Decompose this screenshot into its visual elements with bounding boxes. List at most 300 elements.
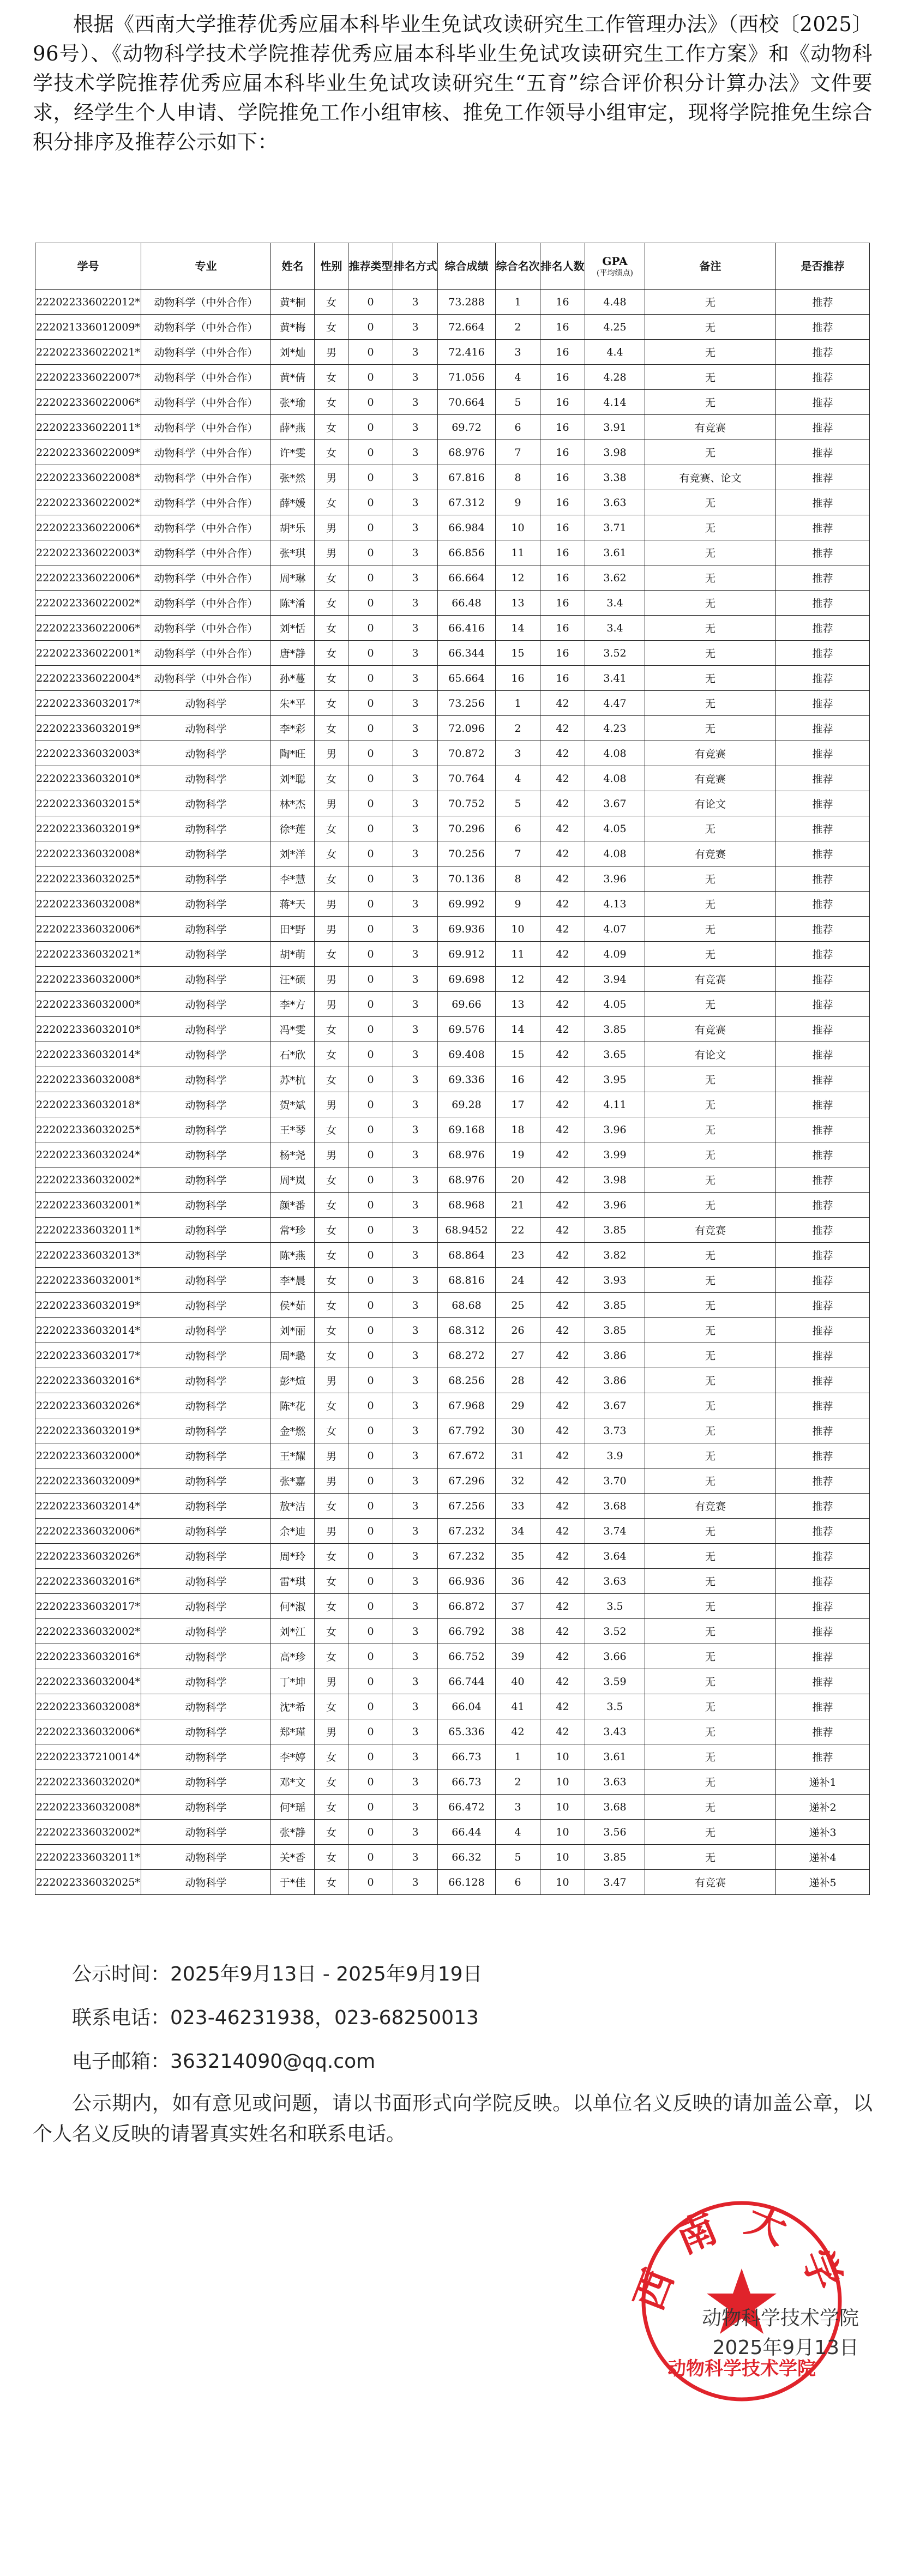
table-row bbox=[35, 1193, 870, 1218]
cell-total-score: 70.664 bbox=[438, 390, 496, 415]
cell-total-score: 70.256 bbox=[438, 841, 496, 866]
cell-rank: 15 bbox=[496, 641, 540, 666]
cell-total-score: 68.9452 bbox=[438, 1218, 496, 1243]
table-row bbox=[35, 1092, 870, 1117]
cell-total-score: 68.976 bbox=[438, 1142, 496, 1167]
cell-recommend-type: 0 bbox=[348, 440, 393, 465]
cell-rank: 6 bbox=[496, 816, 540, 841]
cell-name: 田*野 bbox=[271, 917, 315, 942]
table-row bbox=[35, 766, 870, 791]
cell-recommend-type: 0 bbox=[348, 1569, 393, 1594]
cell-remarks: 无 bbox=[645, 1719, 776, 1744]
contact-phone: 联系电话：023-46231938，023-68250013 bbox=[72, 2007, 479, 2029]
cell-rank-method: 3 bbox=[393, 942, 438, 967]
cell-rank-method: 3 bbox=[393, 1243, 438, 1268]
cell-recommended: 推荐 bbox=[776, 616, 870, 641]
cell-gender: 女 bbox=[315, 1017, 348, 1042]
cell-total-score: 69.336 bbox=[438, 1067, 496, 1092]
cell-recommended: 推荐 bbox=[776, 1167, 870, 1193]
cell-major: 动物科学 bbox=[141, 1017, 271, 1042]
cell-gpa: 3.86 bbox=[585, 1343, 645, 1368]
cell-student-id: 222022336022006* bbox=[35, 616, 141, 641]
cell-major: 动物科学 bbox=[141, 1318, 271, 1343]
cell-total-score: 67.256 bbox=[438, 1494, 496, 1519]
cell-student-id: 222022336032017* bbox=[35, 1343, 141, 1368]
cell-remarks: 有论文 bbox=[645, 1042, 776, 1067]
cell-total-score: 69.408 bbox=[438, 1042, 496, 1067]
cell-major: 动物科学（中外合作） bbox=[141, 390, 271, 415]
cell-gender: 女 bbox=[315, 365, 348, 390]
cell-recommend-type: 0 bbox=[348, 1067, 393, 1092]
cell-major: 动物科学 bbox=[141, 1067, 271, 1092]
cell-major: 动物科学（中外合作） bbox=[141, 515, 271, 540]
cell-recommended: 推荐 bbox=[776, 1067, 870, 1092]
cell-gender: 女 bbox=[315, 666, 348, 691]
cell-rank-method: 3 bbox=[393, 892, 438, 917]
cell-remarks: 无 bbox=[645, 892, 776, 917]
cell-recommend-type: 0 bbox=[348, 365, 393, 390]
table-row bbox=[35, 540, 870, 565]
cell-recommended: 推荐 bbox=[776, 1318, 870, 1343]
header-student-id: 学号 bbox=[35, 243, 141, 290]
table-row bbox=[35, 741, 870, 766]
cell-gpa: 3.93 bbox=[585, 1268, 645, 1293]
cell-gender: 女 bbox=[315, 315, 348, 340]
cell-rank-method: 3 bbox=[393, 1468, 438, 1494]
cell-major: 动物科学 bbox=[141, 1644, 271, 1669]
cell-gender: 女 bbox=[315, 290, 348, 315]
cell-rank-count: 16 bbox=[540, 290, 585, 315]
cell-total-score: 66.73 bbox=[438, 1744, 496, 1770]
cell-gpa: 3.96 bbox=[585, 1193, 645, 1218]
cell-total-score: 68.68 bbox=[438, 1293, 496, 1318]
cell-recommend-type: 0 bbox=[348, 1393, 393, 1418]
cell-rank: 30 bbox=[496, 1418, 540, 1443]
cell-gpa: 3.85 bbox=[585, 1318, 645, 1343]
cell-rank-method: 3 bbox=[393, 741, 438, 766]
cell-recommend-type: 0 bbox=[348, 591, 393, 616]
cell-gpa: 3.61 bbox=[585, 540, 645, 565]
cell-rank: 33 bbox=[496, 1494, 540, 1519]
cell-remarks: 无 bbox=[645, 666, 776, 691]
cell-gender: 男 bbox=[315, 917, 348, 942]
cell-remarks: 无 bbox=[645, 1744, 776, 1770]
cell-recommended: 推荐 bbox=[776, 290, 870, 315]
cell-name: 张*琪 bbox=[271, 540, 315, 565]
cell-remarks: 无 bbox=[645, 641, 776, 666]
cell-remarks: 无 bbox=[645, 1067, 776, 1092]
cell-remarks: 无 bbox=[645, 1393, 776, 1418]
cell-gpa: 3.94 bbox=[585, 967, 645, 992]
cell-rank-count: 42 bbox=[540, 967, 585, 992]
cell-rank-method: 3 bbox=[393, 565, 438, 591]
cell-total-score: 67.672 bbox=[438, 1443, 496, 1468]
cell-remarks: 无 bbox=[645, 992, 776, 1017]
cell-remarks: 有竞赛 bbox=[645, 1870, 776, 1895]
cell-recommend-type: 0 bbox=[348, 1117, 393, 1142]
cell-gpa: 3.63 bbox=[585, 1569, 645, 1594]
cell-rank-method: 3 bbox=[393, 340, 438, 365]
cell-gender: 男 bbox=[315, 1519, 348, 1544]
cell-student-id: 222022336032026* bbox=[35, 1393, 141, 1418]
cell-recommended: 递补4 bbox=[776, 1845, 870, 1870]
cell-recommended: 推荐 bbox=[776, 315, 870, 340]
cell-rank: 8 bbox=[496, 866, 540, 892]
cell-student-id: 222022336032002* bbox=[35, 1167, 141, 1193]
cell-total-score: 66.73 bbox=[438, 1770, 496, 1795]
header-name: 姓名 bbox=[271, 243, 315, 290]
cell-name: 陈*淆 bbox=[271, 591, 315, 616]
cell-rank-method: 3 bbox=[393, 490, 438, 515]
cell-student-id: 222022336032019* bbox=[35, 1293, 141, 1318]
cell-rank-method: 3 bbox=[393, 1519, 438, 1544]
cell-name: 冯*雯 bbox=[271, 1017, 315, 1042]
cell-recommended: 推荐 bbox=[776, 1494, 870, 1519]
cell-recommend-type: 0 bbox=[348, 1318, 393, 1343]
cell-recommend-type: 0 bbox=[348, 1669, 393, 1694]
cell-major: 动物科学 bbox=[141, 741, 271, 766]
table-row bbox=[35, 1544, 870, 1569]
cell-total-score: 67.792 bbox=[438, 1418, 496, 1443]
table-row bbox=[35, 1744, 870, 1770]
cell-gender: 女 bbox=[315, 1167, 348, 1193]
table-row bbox=[35, 390, 870, 415]
cell-gender: 女 bbox=[315, 866, 348, 892]
cell-major: 动物科学 bbox=[141, 1393, 271, 1418]
cell-student-id: 222022336032008* bbox=[35, 841, 141, 866]
cell-recommend-type: 0 bbox=[348, 1468, 393, 1494]
cell-student-id: 222022336022003* bbox=[35, 540, 141, 565]
cell-name: 汪*硕 bbox=[271, 967, 315, 992]
cell-rank-method: 3 bbox=[393, 415, 438, 440]
cell-rank: 2 bbox=[496, 1770, 540, 1795]
cell-recommend-type: 0 bbox=[348, 1017, 393, 1042]
cell-name: 孙*蔓 bbox=[271, 666, 315, 691]
cell-name: 王*琴 bbox=[271, 1117, 315, 1142]
cell-rank: 13 bbox=[496, 992, 540, 1017]
cell-rank: 1 bbox=[496, 691, 540, 716]
cell-total-score: 66.472 bbox=[438, 1795, 496, 1820]
cell-recommend-type: 0 bbox=[348, 390, 393, 415]
cell-gpa: 3.85 bbox=[585, 1218, 645, 1243]
cell-rank-count: 42 bbox=[540, 816, 585, 841]
cell-recommended: 推荐 bbox=[776, 1669, 870, 1694]
cell-gender: 女 bbox=[315, 1218, 348, 1243]
cell-recommend-type: 0 bbox=[348, 290, 393, 315]
cell-rank: 1 bbox=[496, 290, 540, 315]
cell-student-id: 222022336032006* bbox=[35, 1519, 141, 1544]
cell-remarks: 有竞赛 bbox=[645, 967, 776, 992]
table-row bbox=[35, 1644, 870, 1669]
cell-rank-method: 3 bbox=[393, 1343, 438, 1368]
cell-major: 动物科学 bbox=[141, 1619, 271, 1644]
cell-rank: 31 bbox=[496, 1443, 540, 1468]
cell-rank: 4 bbox=[496, 766, 540, 791]
cell-rank-count: 16 bbox=[540, 591, 585, 616]
cell-rank-method: 3 bbox=[393, 866, 438, 892]
table-row bbox=[35, 440, 870, 465]
cell-rank-count: 16 bbox=[540, 666, 585, 691]
cell-total-score: 72.096 bbox=[438, 716, 496, 741]
cell-rank: 7 bbox=[496, 841, 540, 866]
cell-gpa: 3.73 bbox=[585, 1418, 645, 1443]
cell-name: 贺*斌 bbox=[271, 1092, 315, 1117]
cell-remarks: 无 bbox=[645, 340, 776, 365]
cell-gender: 女 bbox=[315, 766, 348, 791]
cell-student-id: 222022336032000* bbox=[35, 992, 141, 1017]
cell-rank-count: 16 bbox=[540, 616, 585, 641]
table-row bbox=[35, 1770, 870, 1795]
cell-total-score: 66.04 bbox=[438, 1694, 496, 1719]
cell-gender: 女 bbox=[315, 616, 348, 641]
cell-rank-count: 42 bbox=[540, 1544, 585, 1569]
cell-major: 动物科学（中外合作） bbox=[141, 490, 271, 515]
cell-rank-count: 42 bbox=[540, 1293, 585, 1318]
cell-remarks: 无 bbox=[645, 1820, 776, 1845]
cell-major: 动物科学 bbox=[141, 1418, 271, 1443]
cell-gender: 男 bbox=[315, 1443, 348, 1468]
cell-name: 薛*燕 bbox=[271, 415, 315, 440]
cell-total-score: 66.752 bbox=[438, 1644, 496, 1669]
notice-time: 公示时间：2025年9月13日 - 2025年9月19日 bbox=[72, 1963, 483, 1985]
cell-gender: 女 bbox=[315, 1117, 348, 1142]
cell-total-score: 68.272 bbox=[438, 1343, 496, 1368]
cell-recommend-type: 0 bbox=[348, 892, 393, 917]
cell-recommended: 推荐 bbox=[776, 1418, 870, 1443]
cell-rank-count: 42 bbox=[540, 942, 585, 967]
cell-major: 动物科学 bbox=[141, 1519, 271, 1544]
cell-name: 周*璐 bbox=[271, 1343, 315, 1368]
cell-remarks: 无 bbox=[645, 1167, 776, 1193]
cell-recommend-type: 0 bbox=[348, 415, 393, 440]
cell-major: 动物科学 bbox=[141, 942, 271, 967]
cell-name: 苏*杭 bbox=[271, 1067, 315, 1092]
cell-rank-count: 42 bbox=[540, 1494, 585, 1519]
cell-gpa: 3.5 bbox=[585, 1594, 645, 1619]
cell-student-id: 222022336032003* bbox=[35, 741, 141, 766]
cell-rank-method: 3 bbox=[393, 1569, 438, 1594]
cell-rank: 11 bbox=[496, 540, 540, 565]
cell-gpa: 3.68 bbox=[585, 1795, 645, 1820]
cell-rank-count: 42 bbox=[540, 1343, 585, 1368]
cell-major: 动物科学 bbox=[141, 866, 271, 892]
cell-gender: 女 bbox=[315, 1870, 348, 1895]
cell-rank-method: 3 bbox=[393, 1167, 438, 1193]
cell-gender: 男 bbox=[315, 540, 348, 565]
cell-rank-method: 3 bbox=[393, 1318, 438, 1343]
cell-recommend-type: 0 bbox=[348, 791, 393, 816]
cell-recommend-type: 0 bbox=[348, 1042, 393, 1067]
cell-rank: 14 bbox=[496, 616, 540, 641]
cell-recommend-type: 0 bbox=[348, 616, 393, 641]
table-row bbox=[35, 1343, 870, 1368]
cell-rank: 39 bbox=[496, 1644, 540, 1669]
cell-recommend-type: 0 bbox=[348, 1368, 393, 1393]
cell-gender: 女 bbox=[315, 841, 348, 866]
cell-remarks: 有竞赛 bbox=[645, 741, 776, 766]
cell-rank-method: 3 bbox=[393, 666, 438, 691]
cell-recommend-type: 0 bbox=[348, 1193, 393, 1218]
cell-gpa: 3.4 bbox=[585, 591, 645, 616]
cell-rank-method: 3 bbox=[393, 1820, 438, 1845]
cell-gpa: 3.63 bbox=[585, 1770, 645, 1795]
cell-remarks: 有论文 bbox=[645, 791, 776, 816]
cell-remarks: 无 bbox=[645, 1619, 776, 1644]
header-gpa bbox=[585, 243, 645, 290]
cell-gender: 女 bbox=[315, 1744, 348, 1770]
cell-rank: 1 bbox=[496, 1744, 540, 1770]
cell-remarks: 无 bbox=[645, 1142, 776, 1167]
table-row bbox=[35, 791, 870, 816]
cell-rank-method: 3 bbox=[393, 1594, 438, 1619]
cell-remarks: 无 bbox=[645, 591, 776, 616]
cell-rank-count: 42 bbox=[540, 1443, 585, 1468]
cell-name: 黄*梅 bbox=[271, 315, 315, 340]
table-row bbox=[35, 1067, 870, 1092]
cell-gpa: 3.91 bbox=[585, 415, 645, 440]
cell-total-score: 70.752 bbox=[438, 791, 496, 816]
cell-gpa: 4.08 bbox=[585, 841, 645, 866]
cell-recommend-type: 0 bbox=[348, 1770, 393, 1795]
cell-total-score: 65.664 bbox=[438, 666, 496, 691]
cell-remarks: 无 bbox=[645, 365, 776, 390]
cell-rank-method: 3 bbox=[393, 616, 438, 641]
cell-total-score: 70.764 bbox=[438, 766, 496, 791]
cell-gpa: 3.63 bbox=[585, 490, 645, 515]
cell-recommend-type: 0 bbox=[348, 1744, 393, 1770]
cell-remarks: 无 bbox=[645, 1569, 776, 1594]
cell-remarks: 无 bbox=[645, 515, 776, 540]
cell-gender: 男 bbox=[315, 741, 348, 766]
cell-student-id: 222022336032010* bbox=[35, 1017, 141, 1042]
cell-student-id: 222022336032018* bbox=[35, 1092, 141, 1117]
cell-recommended: 推荐 bbox=[776, 766, 870, 791]
cell-gpa: 3.98 bbox=[585, 1167, 645, 1193]
cell-gender: 男 bbox=[315, 791, 348, 816]
cell-name: 刘*江 bbox=[271, 1619, 315, 1644]
cell-rank-method: 3 bbox=[393, 1644, 438, 1669]
cell-rank: 37 bbox=[496, 1594, 540, 1619]
cell-remarks: 无 bbox=[645, 1092, 776, 1117]
cell-rank: 9 bbox=[496, 490, 540, 515]
cell-rank: 2 bbox=[496, 716, 540, 741]
cell-rank-count: 16 bbox=[540, 540, 585, 565]
cell-rank-method: 3 bbox=[393, 540, 438, 565]
table-row bbox=[35, 666, 870, 691]
cell-major: 动物科学 bbox=[141, 1167, 271, 1193]
cell-major: 动物科学 bbox=[141, 1719, 271, 1744]
cell-recommend-type: 0 bbox=[348, 1218, 393, 1243]
cell-student-id: 222022336032008* bbox=[35, 1795, 141, 1820]
cell-gender: 女 bbox=[315, 1845, 348, 1870]
cell-rank: 38 bbox=[496, 1619, 540, 1644]
cell-student-id: 222022336032014* bbox=[35, 1318, 141, 1343]
cell-recommend-type: 0 bbox=[348, 641, 393, 666]
cell-major: 动物科学 bbox=[141, 992, 271, 1017]
cell-rank-count: 42 bbox=[540, 892, 585, 917]
cell-rank: 12 bbox=[496, 967, 540, 992]
cell-recommend-type: 0 bbox=[348, 741, 393, 766]
cell-recommended: 递补1 bbox=[776, 1770, 870, 1795]
table-row bbox=[35, 1694, 870, 1719]
cell-rank-count: 16 bbox=[540, 440, 585, 465]
cell-student-id: 222022336032020* bbox=[35, 1770, 141, 1795]
cell-rank-method: 3 bbox=[393, 440, 438, 465]
cell-rank-count: 10 bbox=[540, 1770, 585, 1795]
cell-gender: 女 bbox=[315, 565, 348, 591]
cell-recommended: 推荐 bbox=[776, 1569, 870, 1594]
cell-remarks: 无 bbox=[645, 315, 776, 340]
cell-remarks: 无 bbox=[645, 390, 776, 415]
cell-recommend-type: 0 bbox=[348, 1293, 393, 1318]
official-seal bbox=[622, 2187, 862, 2416]
cell-name: 侯*茹 bbox=[271, 1293, 315, 1318]
cell-rank-method: 3 bbox=[393, 1393, 438, 1418]
cell-major: 动物科学 bbox=[141, 766, 271, 791]
cell-rank: 11 bbox=[496, 942, 540, 967]
cell-gpa: 4.09 bbox=[585, 942, 645, 967]
cell-rank-method: 3 bbox=[393, 1193, 438, 1218]
cell-gpa: 3.95 bbox=[585, 1067, 645, 1092]
table-row bbox=[35, 365, 870, 390]
cell-gender: 女 bbox=[315, 1268, 348, 1293]
ranking-table bbox=[35, 243, 870, 1895]
cell-major: 动物科学 bbox=[141, 917, 271, 942]
cell-rank-count: 42 bbox=[540, 1719, 585, 1744]
cell-rank-method: 3 bbox=[393, 290, 438, 315]
cell-gpa: 3.67 bbox=[585, 1393, 645, 1418]
cell-rank: 19 bbox=[496, 1142, 540, 1167]
cell-rank: 24 bbox=[496, 1268, 540, 1293]
cell-total-score: 68.968 bbox=[438, 1193, 496, 1218]
cell-total-score: 67.816 bbox=[438, 465, 496, 490]
cell-major: 动物科学（中外合作） bbox=[141, 365, 271, 390]
cell-rank-method: 3 bbox=[393, 1494, 438, 1519]
cell-gender: 女 bbox=[315, 1820, 348, 1845]
table-row bbox=[35, 1845, 870, 1870]
cell-total-score: 73.288 bbox=[438, 290, 496, 315]
cell-recommend-type: 0 bbox=[348, 1644, 393, 1669]
cell-rank-method: 3 bbox=[393, 1669, 438, 1694]
cell-rank-count: 42 bbox=[540, 841, 585, 866]
cell-student-id: 222022336032016* bbox=[35, 1644, 141, 1669]
table-row bbox=[35, 515, 870, 540]
cell-major: 动物科学（中外合作） bbox=[141, 415, 271, 440]
cell-major: 动物科学 bbox=[141, 1694, 271, 1719]
cell-gpa: 4.07 bbox=[585, 917, 645, 942]
cell-recommend-type: 0 bbox=[348, 1845, 393, 1870]
cell-total-score: 69.66 bbox=[438, 992, 496, 1017]
cell-gender: 男 bbox=[315, 515, 348, 540]
cell-recommended: 推荐 bbox=[776, 1694, 870, 1719]
cell-recommend-type: 0 bbox=[348, 1619, 393, 1644]
cell-recommend-type: 0 bbox=[348, 866, 393, 892]
cell-name: 余*迪 bbox=[271, 1519, 315, 1544]
cell-rank: 5 bbox=[496, 791, 540, 816]
cell-name: 金*燃 bbox=[271, 1418, 315, 1443]
cell-gender: 女 bbox=[315, 1418, 348, 1443]
cell-gender: 男 bbox=[315, 892, 348, 917]
cell-major: 动物科学 bbox=[141, 967, 271, 992]
cell-recommended: 推荐 bbox=[776, 741, 870, 766]
cell-gpa: 3.52 bbox=[585, 1619, 645, 1644]
cell-gender: 女 bbox=[315, 1067, 348, 1092]
table-row bbox=[35, 967, 870, 992]
cell-major: 动物科学 bbox=[141, 1820, 271, 1845]
cell-gender: 男 bbox=[315, 1719, 348, 1744]
cell-major: 动物科学 bbox=[141, 1494, 271, 1519]
cell-name: 彭*煊 bbox=[271, 1368, 315, 1393]
